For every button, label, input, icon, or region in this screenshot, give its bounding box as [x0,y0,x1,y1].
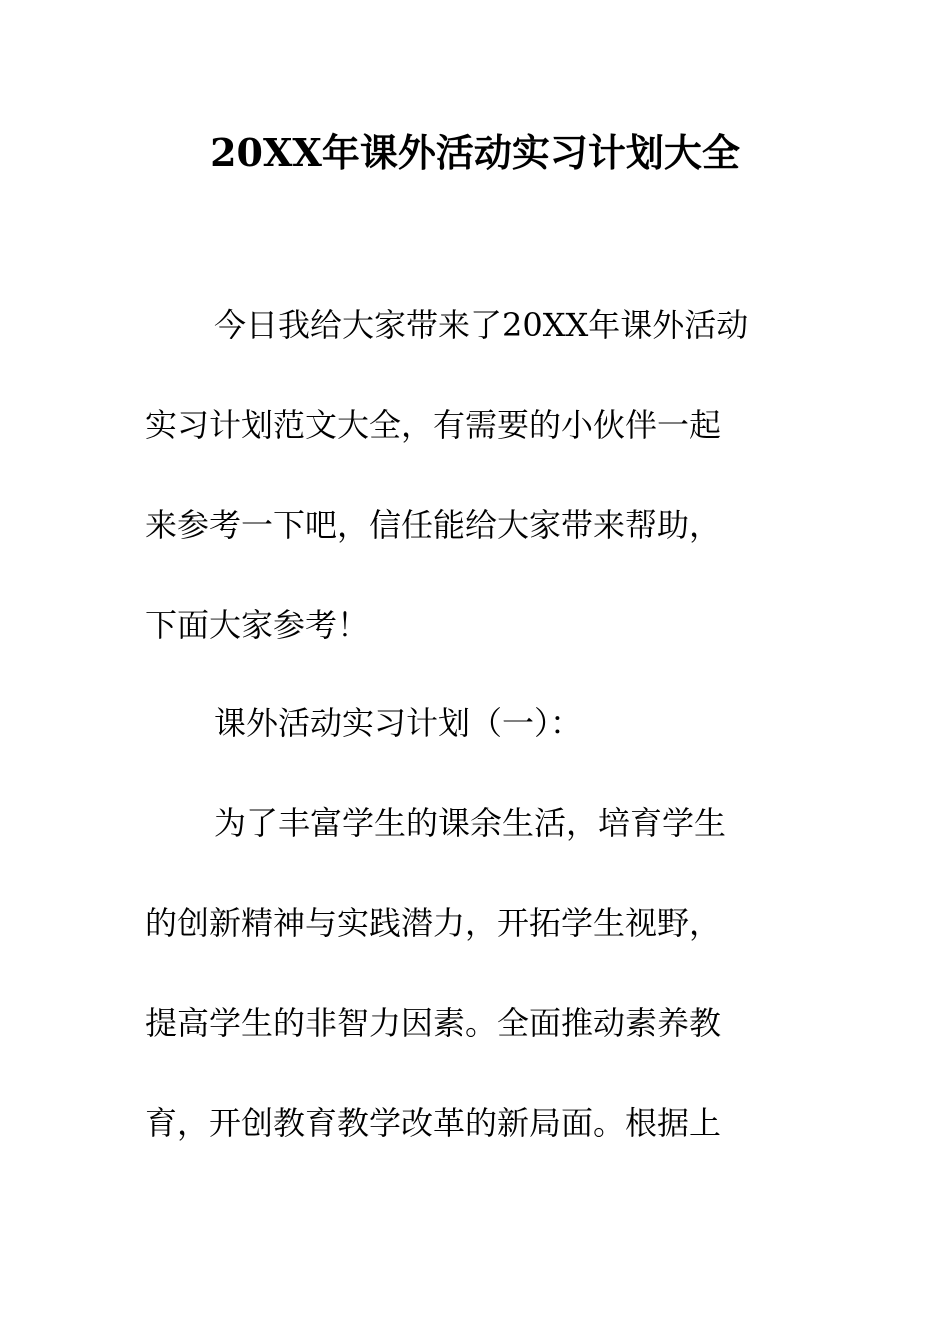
paragraph-line: 提高学生的非智力因素。全面推动素养教 [145,1004,722,1042]
paragraph-line: 今日我给大家带来了20XX年课外活动 [214,306,749,344]
document-title: 20XX年课外活动实习计划大全 [210,130,740,175]
paragraph-line: 来参考一下吧，信任能给大家带来帮助， [145,506,722,544]
section-heading: 课外活动实习计划（一）： [214,704,583,742]
paragraph-line: 为了丰富学生的课余生活，培育学生 [214,804,727,842]
paragraph-line: 的创新精神与实践潜力，开拓学生视野， [145,904,722,942]
paragraph-line: 育，开创教育教学改革的新局面。根据上 [145,1104,722,1142]
paragraph-line: 下面大家参考！ [145,606,370,644]
paragraph-line: 实习计划范文大全，有需要的小伙伴一起 [145,406,722,444]
